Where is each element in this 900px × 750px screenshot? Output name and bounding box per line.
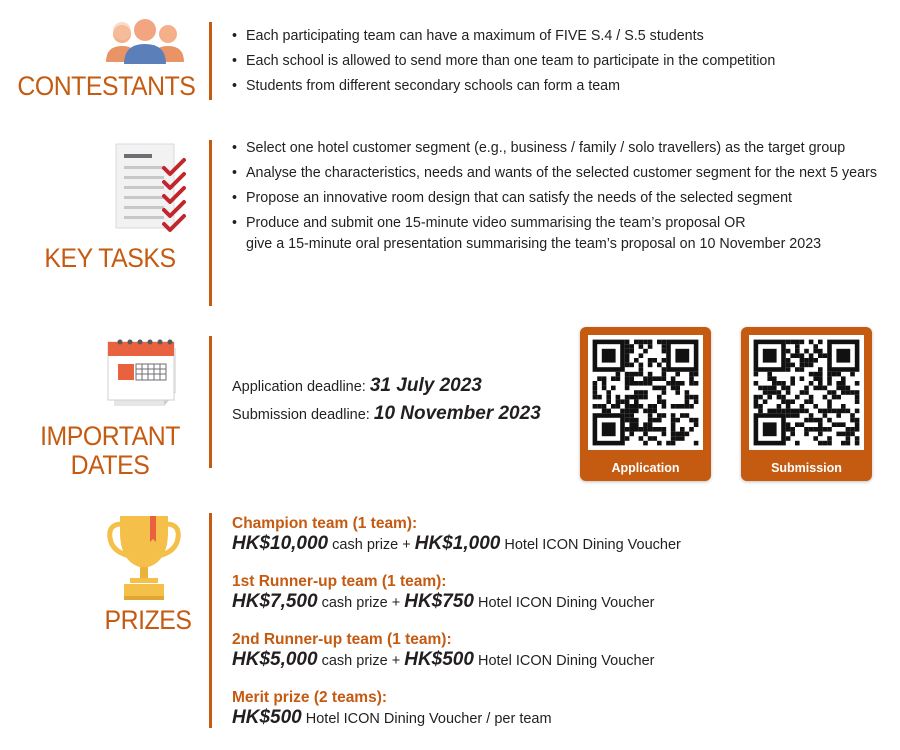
first-runner-up-prize: 1st Runner-up team (1 team): HK$7,500 cash prize + HK$750 Hotel ICON Dining Voucher bbox=[232, 573, 655, 612]
merit-prize: Merit prize (2 teams): HK$500 Hotel ICON Dining Voucher / per team bbox=[232, 689, 552, 728]
application-deadline: Application deadline: 31 July 2023 bbox=[232, 375, 482, 396]
application-date: 31 July 2023 bbox=[369, 375, 482, 396]
voucher-amount: HK$750 bbox=[404, 591, 474, 612]
trophy-icon bbox=[106, 512, 182, 609]
voucher-amount: HK$1,000 bbox=[414, 533, 501, 554]
prizes-divider bbox=[209, 513, 212, 728]
voucher-amount: HK$500 bbox=[232, 707, 302, 728]
application-qr-label: Application bbox=[611, 461, 680, 475]
list-item: • Each participating team can have a maximum of FIVE S.4 / S.5 students bbox=[232, 26, 872, 47]
prizes-heading: PRIZES bbox=[104, 605, 192, 635]
important-dates-heading: IMPORTANT DATES bbox=[40, 421, 180, 480]
prize-title: 2nd Runner-up team (1 team): bbox=[232, 631, 452, 648]
list-item: • Each school is allowed to send more than one team to participate in the competition bbox=[232, 51, 872, 72]
prize-title: Champion team (1 team): bbox=[232, 515, 418, 532]
second-runner-up-prize: 2nd Runner-up team (1 team): HK$5,000 cash prize + HK$500 Hotel ICON Dining Voucher bbox=[232, 631, 655, 670]
list-item: • Analyse the characteristics, needs and wants of the selected customer segment for the next 5 years bbox=[232, 163, 880, 184]
voucher-amount: HK$500 bbox=[404, 649, 474, 670]
list-item: • Produce and submit one 15-minute video summarising the team’s proposal OR give a 15-minute oral presentation summarising the team’s proposal on 10 November 2023 bbox=[232, 213, 880, 255]
prize-title: 1st Runner-up team (1 team): bbox=[232, 573, 447, 590]
contestants-heading: CONTESTANTS bbox=[17, 71, 196, 101]
list-item: • Select one hotel customer segment (e.g., business / family / solo travellers) as the target group bbox=[232, 138, 880, 159]
key-tasks-heading: KEY TASKS bbox=[44, 243, 176, 273]
cash-amount: HK$10,000 bbox=[232, 533, 329, 554]
list-item: • Propose an innovative room design that can satisfy the needs of the selected segment bbox=[232, 188, 880, 209]
submission-qr-label: Submission bbox=[771, 461, 842, 475]
cash-amount: HK$5,000 bbox=[232, 649, 318, 670]
cash-amount: HK$7,500 bbox=[232, 591, 318, 612]
champion-prize: Champion team (1 team): HK$10,000 cash prize + HK$1,000 Hotel ICON Dining Voucher bbox=[232, 515, 681, 554]
submission-date: 10 November 2023 bbox=[373, 403, 541, 424]
prize-title: Merit prize (2 teams): bbox=[232, 689, 388, 706]
list-item: • Students from different secondary schools can form a team bbox=[232, 76, 872, 97]
submission-deadline: Submission deadline: 10 November 2023 bbox=[232, 403, 541, 424]
